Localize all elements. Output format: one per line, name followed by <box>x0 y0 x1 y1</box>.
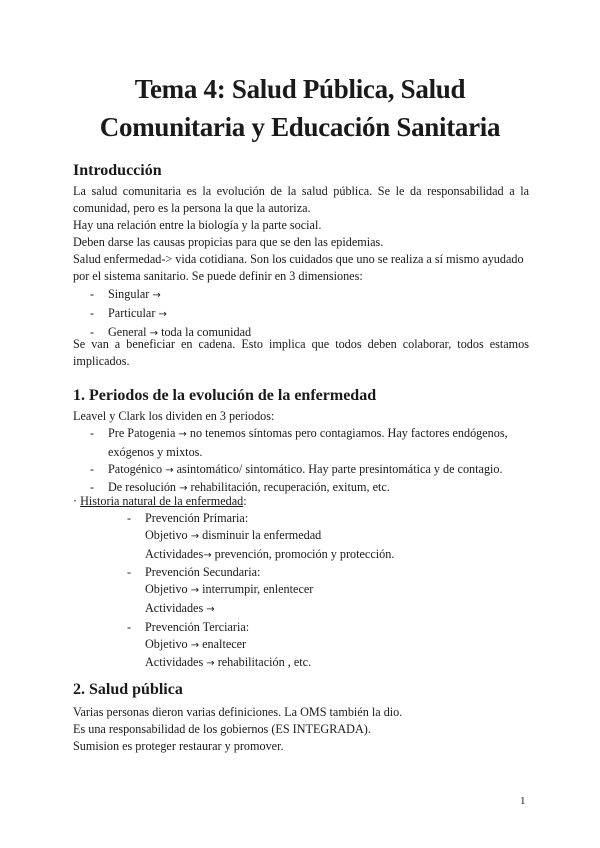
section-2-paragraph-1: Varias personas dieron varias definiciones. La OMS también la dio. <box>73 705 403 719</box>
dimension-label: General <box>108 324 147 339</box>
activities-label: Actividades <box>145 546 204 561</box>
activities-text: prevención, promoción y protección. <box>214 546 395 561</box>
list-dash: - <box>90 305 95 320</box>
page-title-line-2: Comunitaria y Educación Sanitaria <box>99 112 501 142</box>
objective-text: enaltecer <box>202 636 247 651</box>
intro-paragraph-4: Salud enfermedad-> vida cotidiana. Son los cuidados que uno se realiza a sí mismo ayudado por el sistema sanitario. Se puede definir en 3 dimensiones: <box>73 252 524 283</box>
prevention-name: Prevención Secundaria: <box>145 565 261 580</box>
prevention-objective <box>145 636 525 655</box>
period-text: rehabilitación, recuperación, exitum, etc. <box>190 480 390 495</box>
list-item <box>127 564 525 618</box>
intro-heading: Introducción <box>73 162 162 179</box>
list-item <box>90 286 528 305</box>
intro-paragraph-2: Hay una relación entre la biología y la parte social. <box>73 218 322 232</box>
list-dash: - <box>90 324 95 339</box>
objective-label: Objetivo <box>145 582 188 597</box>
objective-text: interrumpir, enlentecer <box>202 582 314 597</box>
periods-list <box>90 425 528 498</box>
list-dash: - <box>90 287 95 301</box>
period-text: no tenemos síntomas pero contagiamos. Hay factores endógenos, exógenos y mixtos. <box>108 426 508 459</box>
arrow-icon: → <box>179 483 188 495</box>
section-2-heading: 2. Salud pública <box>73 681 183 698</box>
arrow-icon: → <box>165 464 174 476</box>
activities-label: Actividades <box>145 600 204 615</box>
list-item <box>90 425 528 461</box>
section-2-paragraph-2: Es una responsabilidad de los gobiernos (ES INTEGRADA). <box>73 722 371 736</box>
dimension-label: Particular <box>108 305 156 320</box>
arrow-icon: → <box>178 429 187 440</box>
activities-label: Actividades <box>145 655 204 670</box>
intro-paragraph-3: Deben darse las causas propicias para que se den las epidemias. <box>73 235 384 249</box>
objective-label: Objetivo <box>145 527 188 542</box>
intro-paragraph-1: La salud comunitaria es la evolución de la salud pública. Se le da responsabilidad a la comunidad, pero es la persona la que la autoriza. <box>73 184 529 215</box>
arrow-icon: → <box>206 658 215 670</box>
list-dash: - <box>127 619 132 634</box>
arrow-icon: → <box>190 530 200 542</box>
dimensions-list <box>90 286 528 342</box>
period-text: asintomático/ sintomático. Hay parte presintomática y de contagio. <box>176 461 503 476</box>
list-item <box>90 305 528 324</box>
list-item <box>90 461 528 480</box>
page-title-line-1: Tema 4: Salud Pública, Salud <box>134 74 466 104</box>
list-item <box>127 619 525 673</box>
prevention-activities <box>145 654 525 673</box>
intro-paragraph-5: Se van a beneficiar en cadena. Esto implica que todos deben colaborar, todos estamos implicados. <box>73 337 529 368</box>
list-dash: - <box>90 480 95 495</box>
arrow-icon: → <box>152 290 161 301</box>
arrow-icon: → <box>190 639 200 651</box>
prevention-name: Prevención Primaria: <box>145 511 249 525</box>
objective-text: disminuir la enfermedad <box>202 527 322 542</box>
bullet: · <box>73 494 78 508</box>
arrow-icon: → <box>203 549 212 561</box>
arrow-icon: → <box>206 603 215 615</box>
list-dash: - <box>127 565 132 580</box>
objective-label: Objetivo <box>145 636 188 651</box>
section-1-lead: Leavel y Clark los dividen en 3 periodos: <box>73 409 275 423</box>
activities-text: rehabilitación , etc. <box>217 655 312 670</box>
prevention-name: Prevención Terciaria: <box>145 619 250 634</box>
period-label: Pre Patogenia <box>108 426 176 440</box>
list-item <box>127 510 525 564</box>
arrow-icon: → <box>158 308 167 320</box>
page-number: 1 <box>520 795 526 807</box>
historia-label: Historia natural de la enfermedad <box>80 494 244 508</box>
period-label: Patogénico <box>108 461 163 476</box>
prevention-objective <box>145 581 525 600</box>
dimension-text: toda la comunidad <box>161 324 252 339</box>
list-dash: - <box>90 461 95 476</box>
arrow-icon: → <box>190 585 200 597</box>
prevention-list <box>127 510 525 673</box>
section-2-paragraph-3: Sumision es proteger restaurar y promover. <box>73 739 284 753</box>
prevention-activities <box>145 600 525 619</box>
historia-natural <box>73 493 529 510</box>
section-1-heading: 1. Periodos de la evolución de la enfermedad <box>73 387 377 404</box>
list-dash: - <box>127 511 132 525</box>
prevention-activities <box>145 546 525 565</box>
arrow-icon: → <box>149 327 159 339</box>
list-dash: - <box>90 426 95 440</box>
period-label: De resolución <box>108 480 177 495</box>
dimension-label: Singular <box>108 287 150 301</box>
colon: : <box>243 494 247 508</box>
prevention-objective <box>145 527 525 546</box>
